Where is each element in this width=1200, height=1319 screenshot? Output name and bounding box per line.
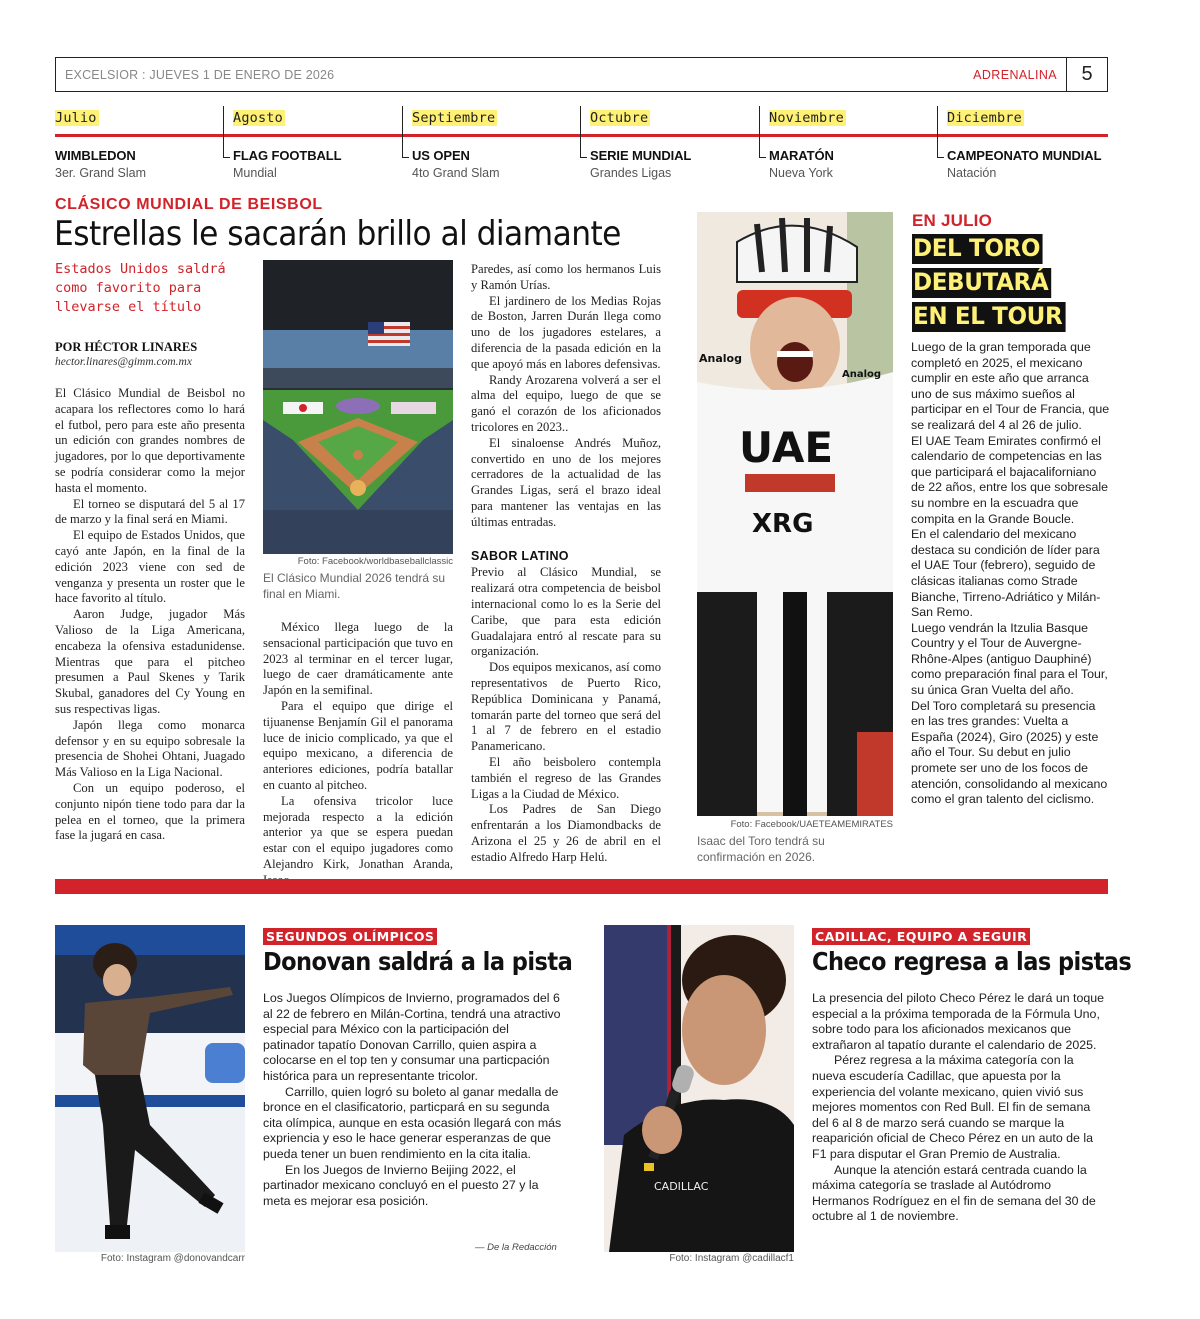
page-number: 5 (1066, 58, 1107, 91)
cyclist-photo (697, 212, 893, 816)
svg-text:Analog: Analog (699, 352, 742, 365)
timeline-detail: Natación (947, 166, 997, 180)
skater-photo (55, 925, 245, 1252)
paragraph: Del Toro completará su presencia en las tres grandes: Vuelta a España (2024), Giro (2025) y este año el Tour. Su debut en julio promete ser uno de los focos de atención, consolidando al mexicano como el gran talento del ciclismo. (911, 698, 1108, 807)
photo-credit: Foto: Facebook/UAETEAMEMIRATES (730, 819, 893, 830)
paragraph: El torneo se disputará del 5 al 17 de marzo y la final será en Miami. (55, 496, 245, 527)
timeline-detail: Grandes Ligas (590, 166, 672, 180)
timeline-detail: Mundial (233, 166, 277, 180)
paragraph: En los Juegos de Invierno Beijing 2022, el partinador mexicano concluyó en el puesto 27 y la meta es mejorar esa posición. (263, 1162, 539, 1208)
timeline-item (412, 106, 590, 186)
timeline-month: Diciembre (947, 110, 1022, 126)
paragraph: Para el equipo que dirige el tijuanense Benjamín Gil el panorama luce de inicio complicado, ya que el equipo mexicano, a diferencia de anteriores ediciones, podría batallar en cuanto al pitcheo. (263, 698, 453, 792)
timeline-connector-hook (937, 157, 944, 158)
dateline: EXCELSIOR : JUEVES 1 DE ENERO DE 2026 (65, 68, 335, 82)
paragraph: Los Juegos Olímpicos de Invierno, programados del 6 al 22 de febrero en Milán-Cortina, tendrá una atractivo especial para México con la participación del patinador tapatío Donovan Carrillo, quien aspira a colocarse en el top ten y consumar una particpación histórica para un representante tricolor. (263, 991, 561, 1083)
timeline-month: Julio (55, 110, 97, 126)
photo-caption: Isaac del Toro tendrá su confirmación en 2026. (697, 834, 825, 864)
donovan-story-body (263, 991, 563, 1209)
svg-text:Analog: Analog (842, 369, 882, 380)
photo-credit: Foto: Instagram @cadillacf1 (669, 1253, 794, 1264)
timeline-connector (759, 106, 760, 158)
timeline-item (233, 106, 411, 186)
paragraph: El sinaloense Andrés Muñoz, convertido en uno de los mejores cerradores de la actualidad de las Grandes Ligas, será el brazo ideal para mantener las ventajas en las últimas entradas. (471, 435, 661, 529)
article-column-2 (263, 620, 453, 889)
side-story-body (911, 340, 1111, 808)
story-headline: Donovan saldrá a la pista (263, 947, 573, 976)
timeline-month: Noviembre (769, 110, 844, 126)
article-dek: Estados Unidos saldrá como favorito para llevarse el título (55, 261, 226, 315)
svg-text:UAE: UAE (739, 423, 834, 472)
paragraph: El año beisbolero contempla también el regreso de las Grandes Ligas a la Ciudad de México. (471, 754, 661, 801)
timeline-event: WIMBLEDON (55, 148, 136, 163)
section-name: ADRENALINA (973, 68, 1057, 82)
masthead (55, 57, 1108, 92)
timeline-item (590, 106, 768, 186)
paragraph: Los Padres de San Diego enfrentarán a los Diamondbacks de Arizona el 25 y 26 de abril en el estadio Alfredo Harp Helú. (471, 802, 661, 864)
timeline-event: FLAG FOOTBALL (233, 148, 342, 163)
paragraph: Aunque la atención estará centrada cuando la máxima categoría se traslade al Autódromo Hermanos Rodríguez en el fin de semana del 30 de octubre al 1 de noviembre. (812, 1162, 1096, 1224)
paragraph: La ofensiva tricolor luce mejorada respecto a la edición anterior ya que se espera puedan estar con el equipo jugadores como Alejandro Kirk, Jonathan Aranda, (263, 793, 453, 871)
byline: POR HÉCTOR LINARES (55, 340, 198, 354)
svg-text:XRG: XRG (752, 509, 814, 539)
signoff: — De la Redacción (475, 1242, 557, 1253)
side-headline (912, 234, 1102, 336)
section-divider-bar (55, 879, 1108, 894)
paragraph: Dos equipos mexicanos, así como representativos de Puerto Rico, República Dominicana y Panamá, tomarán parte del torneo que será del 1 al 7 de febrero en el estadio Panamericano. (471, 660, 661, 754)
paragraph: Japón llega como monarca defensor y en su equipo sobresale la presencia de Shohei Ohtani, Juagado Más Valioso en la Liga Nacional. (55, 717, 245, 780)
timeline-item (55, 106, 233, 186)
side-headline-line: DEL TORO (912, 234, 1043, 264)
checo-photo (604, 925, 794, 1252)
timeline-connector (223, 106, 224, 158)
timeline-event: MARATÓN (769, 148, 834, 163)
timeline-connector-hook (402, 157, 409, 158)
article-column-3 (471, 262, 661, 865)
photo-credit: Foto: Instagram @donovandcarr (100, 1253, 245, 1264)
author-email[interactable]: hector.linares@gimm.com.mx (55, 356, 192, 368)
timeline-item (947, 106, 1125, 186)
timeline-detail: Nueva York (769, 166, 833, 180)
timeline-month: Septiembre (412, 110, 496, 126)
paragraph: Paredes, así como los hermanos Luis y Ramón Urías. (471, 262, 661, 292)
timeline-event: US OPEN (412, 148, 470, 163)
paragraph: El jardinero de los Medias Rojas de Boston, Jarren Durán llega como uno de los jugadores estelares, a diferencia de la pasada edición en la que apoyó más en labores defensivas. (471, 293, 661, 371)
paragraph: Luego de la gran temporada que completó en 2025, el mexicano cumplir en este año que arranca uno de sus máximo sueños al participar en el Tour de Francia, que se realizará del 4 al 26 de julio. (911, 340, 1110, 432)
paragraph: Randy Arozarena volverá a ser el alma del equipo, luego de que se ganó el corazón de los aficionados tricolores en 2023.. (471, 372, 661, 434)
paragraph: Luego vendrán la Itzulia Basque Country y el Tour de Auvergne-Rhône-Alpes (antiguo Dauphiné) como preparación final para el Tour, su única Gran Vuelta del año. (911, 620, 1108, 698)
stadium-photo (263, 260, 453, 554)
article-headline: Estrellas le sacarán brillo al diamante (54, 214, 621, 254)
timeline-detail: 3er. Grand Slam (55, 166, 147, 180)
paragraph: El Clásico Mundial de Beisbol no acapara los reflectores como lo hará el futbol, pero para este año presenta un edición con grandes nombres de jugadores, por lo que deportivamente se podría considerar como la mejor hasta el momento. (55, 386, 245, 495)
timeline-connector (937, 106, 938, 158)
paragraph: México llega luego de la sensacional participación que tuvo en 2023 al terminar en el tercer lugar, luego de caer dramáticamente ante Japón en la semifinal. (263, 620, 453, 698)
paragraph: En el calendario del mexicano destaca su condición de líder para el UAE Tour (febrero), seguido de clásicas italianas como Strade Bianche, Tirreno-Adriático y Milán-San Remo. (911, 527, 1101, 620)
timeline-month: Agosto (233, 110, 283, 126)
timeline-item (769, 106, 947, 186)
paragraph: La presencia del piloto Checo Pérez le dará un toque especial a la próxima temporada de la Fórmula Uno, sobre todo para los aficionados mexicanos que extrañaron al tapatío durante el calendario de 2025. (812, 991, 1105, 1052)
timeline-connector-hook (223, 157, 230, 158)
paragraph: Carrillo, quien logró su boleto al ganar medalla de bronce en el clasificatorio, particpará en su segunda cita olímpica, aunque en esta ocasión llegará con más expriencia y eso le hace generar esperanzas de que pueda tener un buen rendimiento en la cita italia. (263, 1084, 562, 1161)
story-tag: SEGUNDOS OLÍMPICOS (263, 928, 437, 945)
side-headline-line: EN EL TOUR (912, 302, 1065, 332)
timeline-month: Octubre (590, 110, 649, 126)
paragraph: El equipo de Estados Unidos, que cayó ante Japón, en la final de la edición 2023 viene con sed de venganza y presenta un roster que le hace favorito al título. (55, 528, 245, 606)
timeline-connector-hook (759, 157, 766, 158)
story-headline: Checo regresa a las pistas (812, 947, 1132, 976)
article-kicker: CLÁSICO MUNDIAL DE BEISBOL (55, 196, 323, 213)
side-kicker: EN JULIO (912, 211, 993, 230)
paragraph: Previo al Clásico Mundial, se realizará otra competencia de beisbol internacional como lo es la Serie del Caribe, que para esta edición Guadalajara entró al rescate para su organización. (471, 565, 661, 659)
timeline-event: CAMPEONATO MUNDIAL (947, 148, 1102, 163)
photo-credit: Foto: Facebook/worldbaseballclassic (297, 556, 453, 567)
sports-calendar-timeline (55, 106, 1108, 186)
subheading: SABOR LATINO (471, 548, 569, 563)
story-tag: CADILLAC, EQUIPO A SEGUIR (812, 928, 1030, 945)
timeline-connector (580, 106, 581, 158)
timeline-event: SERIE MUNDIAL (590, 148, 692, 163)
paragraph: El UAE Team Emirates confirmó el calendario de competencias en las que participará el bajacaliforniano de 22 años, entre los que sobresale su nombre en la escuadra que compita en la Grande Boucle. (911, 433, 1109, 526)
paragraph: Con un equipo poderoso, el conjunto nipón tiene todo para dar la pelea en el torneo, que la primera fase la jugará en casa. (55, 780, 245, 843)
article-column-1 (55, 386, 245, 844)
timeline-connector (402, 106, 403, 158)
photo-caption: El Clásico Mundial 2026 tendrá su final en Miami. (263, 571, 446, 601)
paragraph: Pérez regresa a la máxima categoría con la nueva escudería Cadillac, que apuesta por la experiencia del volante mexicano, quien vivió sus mejores momentos con Red Bull. El fin de semana del 6 al 8 de marzo será cuando se marque la reaparición oficial de Checo Pérez en un auto de la F1 para disputar el Gran Premio de Australia. (812, 1053, 1094, 1161)
checo-story-body (812, 991, 1108, 1225)
timeline-detail: 4to Grand Slam (412, 166, 500, 180)
paragraph: Aaron Judge, jugador Más Valioso de la Liga Americana, encabeza la ofensiva estadunidense. Mientras que para el pitcheo presumen a Paul Skenes y Tarik Skubal, ganadores del Cy Young en sus respectivas ligas. (55, 607, 245, 716)
side-headline-line: DEBUTARÁ (912, 268, 1051, 298)
svg-text:CADILLAC: CADILLAC (654, 1180, 709, 1193)
timeline-connector-hook (580, 157, 587, 158)
